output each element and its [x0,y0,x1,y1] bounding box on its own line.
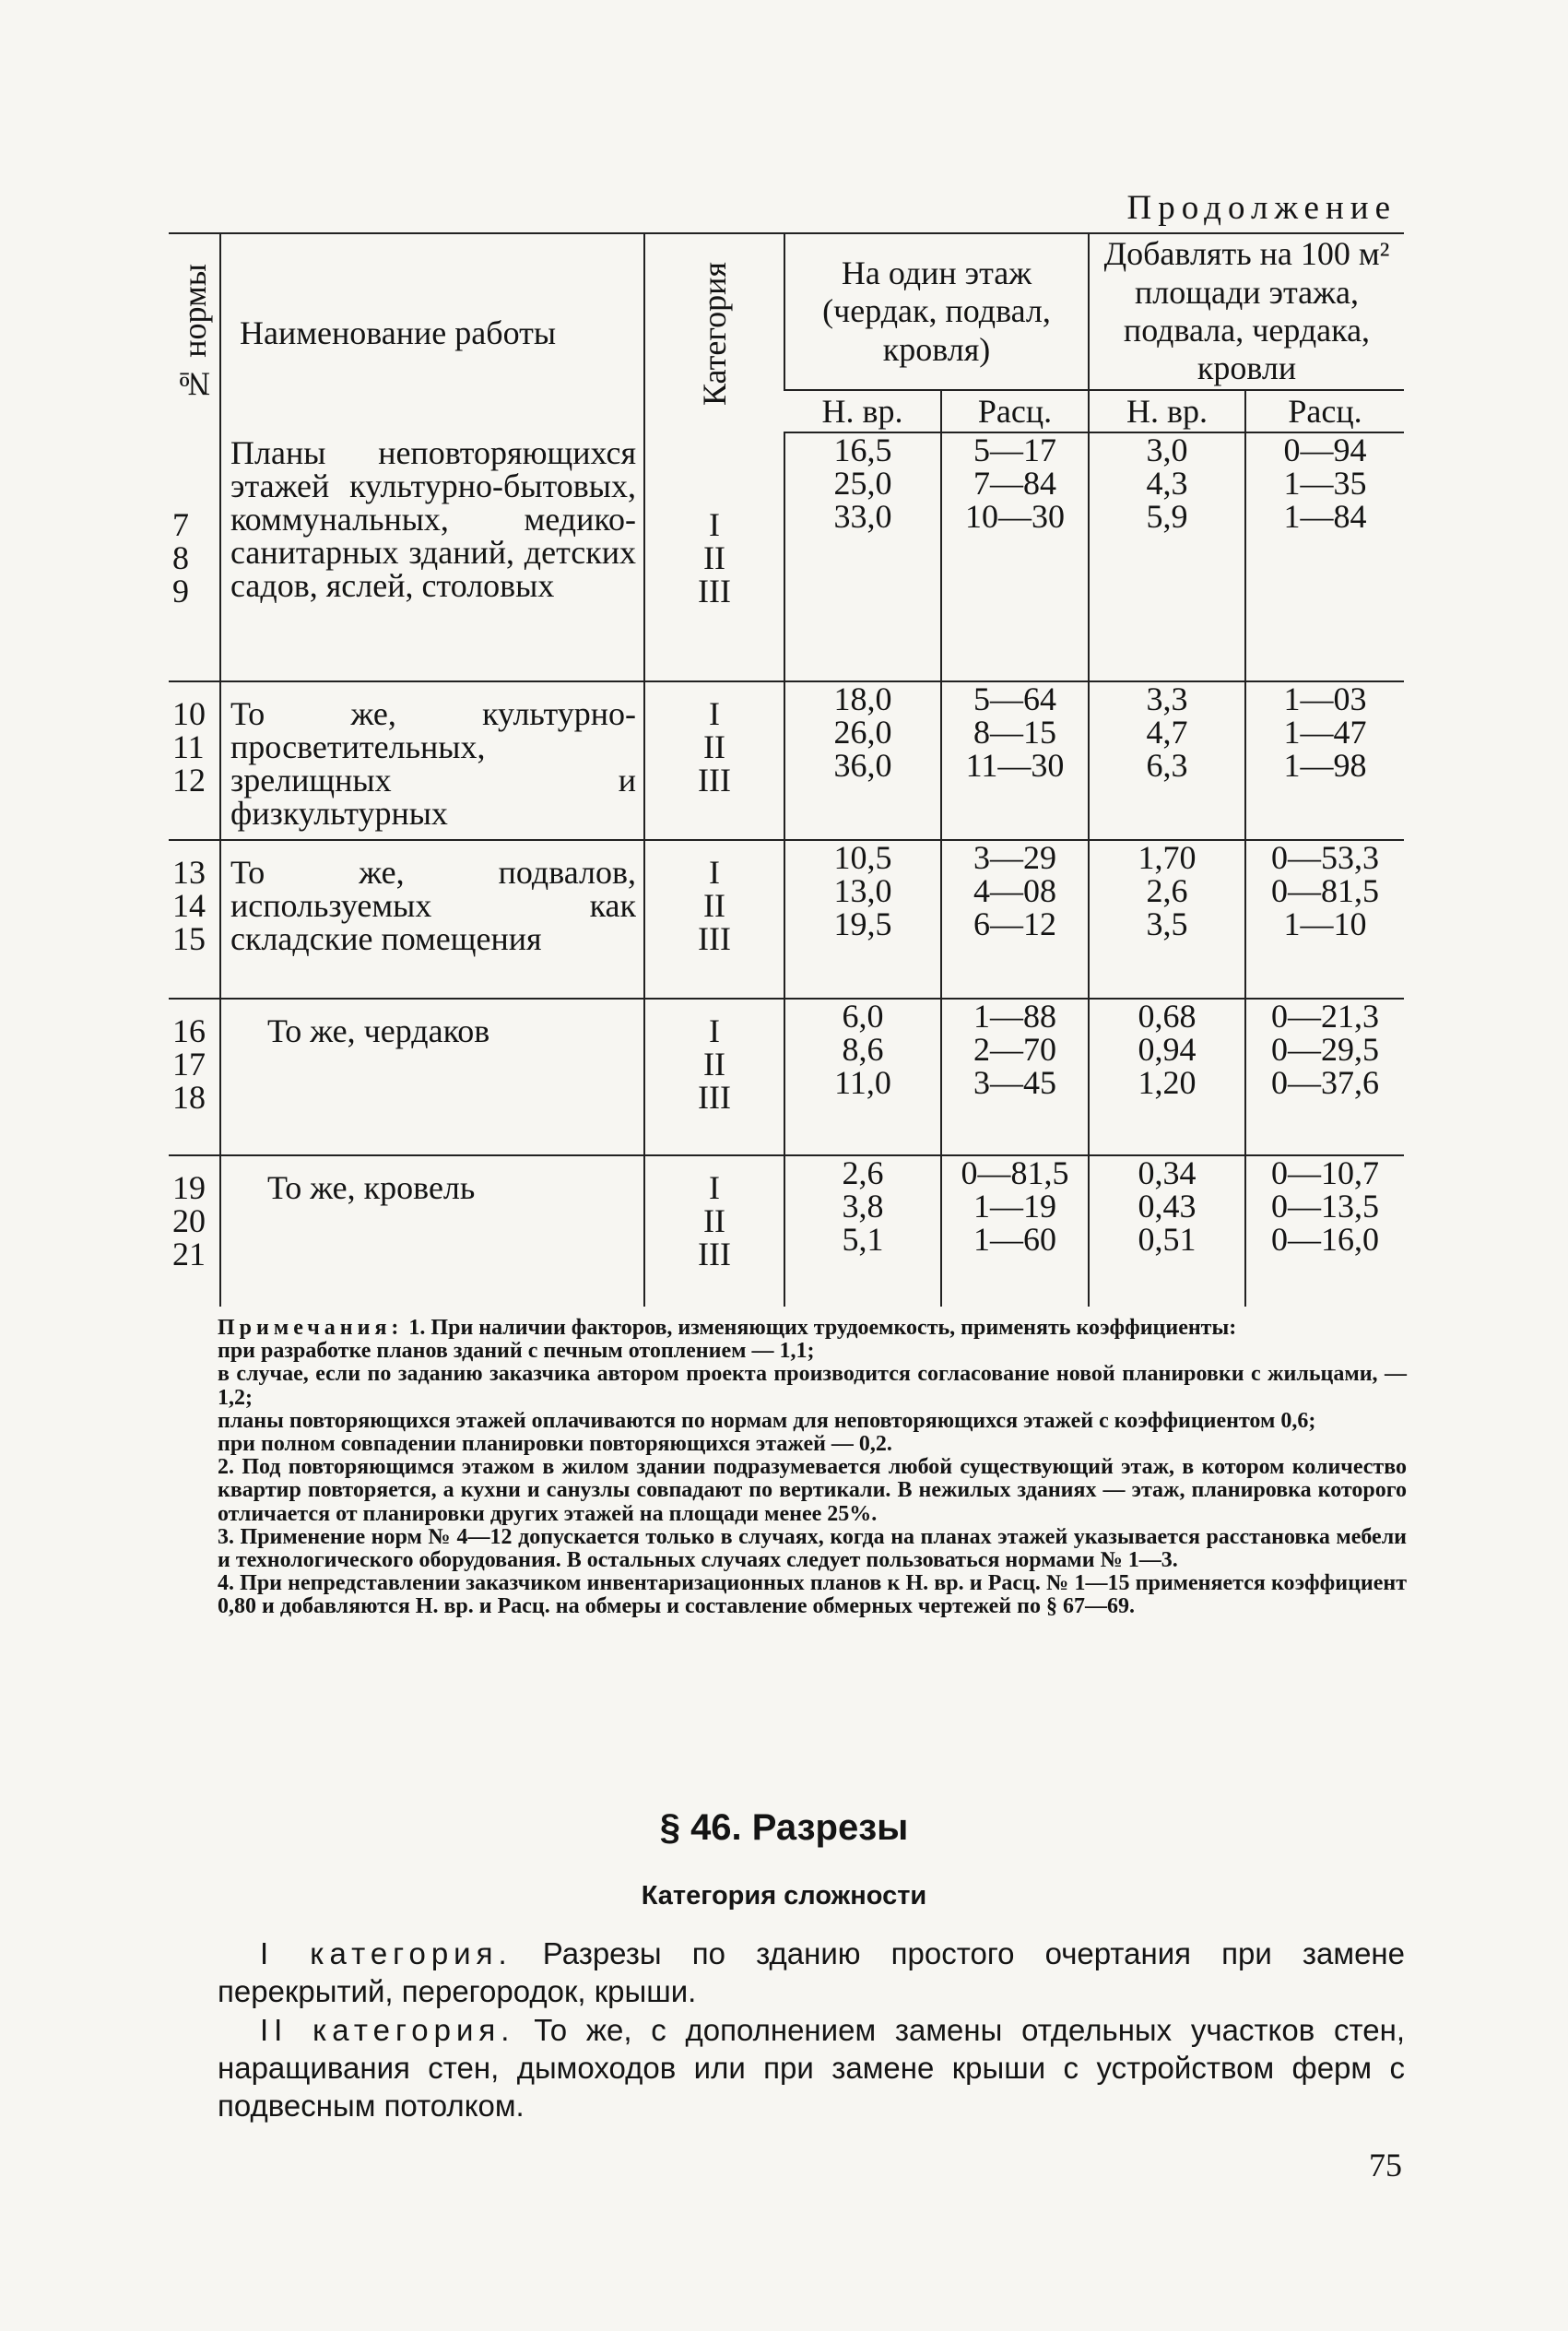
norm-numbers: 10 11 12 [169,681,220,840]
add-time: 0,34 0,43 0,51 [1089,1155,1245,1307]
work-name: То же, чердаков [220,999,644,1155]
note-1b: в случае, если по заданию заказчика автором проекта производится согласование новой планировки с жильцами, — 1,2; [218,1362,1407,1410]
notes-label: Примечания: [218,1316,404,1340]
header-category: Категория [644,233,784,432]
header-num: № нормы [169,233,220,432]
header-name: Наименование работы [220,233,644,432]
add-time: 1,70 2,6 3,5 [1089,840,1245,999]
floor-rate: 5—17 7—84 10—30 [941,432,1089,681]
add-rate: 0—94 1—35 1—84 [1245,432,1404,681]
add-time: 0,68 0,94 1,20 [1089,999,1245,1155]
categories: I II III [644,999,784,1155]
categories: I II III [644,681,784,840]
add-time: 3,3 4,7 6,3 [1089,681,1245,840]
floor-time: 10,5 13,0 19,5 [784,840,941,999]
floor-rate: 1—88 2—70 3—45 [941,999,1089,1155]
header-per-floor: На один этаж (чердак, подвал, кровля) [784,233,1089,390]
floor-time: 16,5 25,0 33,0 [784,432,941,681]
norm-numbers: 16 17 18 [169,999,220,1155]
floor-rate: 0—81,5 1—19 1—60 [941,1155,1089,1307]
categories: I II III [644,432,784,681]
norm-numbers: 19 20 21 [169,1155,220,1307]
continuation-label: Продолжение [1126,189,1397,227]
add-rate: 0—21,3 0—29,5 0—37,6 [1245,999,1404,1155]
floor-rate: 3—29 4—08 6—12 [941,840,1089,999]
note-3: 3. Применение норм № 4—12 допускается только в случаях, когда на планах этажей указывается расстановка мебели и технологического оборудования. В остальных случаях следует пользоваться нормами № 1—3. [218,1524,1407,1572]
table-row [169,681,1404,840]
table-row [169,432,1404,681]
section-title: § 46. Разрезы [659,1807,909,1848]
floor-rate: 5—64 8—15 11—30 [941,681,1089,840]
norm-numbers: 7 8 9 [172,506,189,609]
floor-time: 18,0 26,0 36,0 [784,681,941,840]
floor-time: 6,0 8,6 11,0 [784,999,941,1155]
table-row [169,999,1404,1155]
categories: I II III [644,840,784,999]
section-subtitle: Категория сложности [641,1881,927,1911]
header-n-vr: Н. вр. [784,390,941,432]
note-1: Примечания: 1. При наличии факторов, изменяющих трудоемкость, применять коэффициенты: [218,1316,1237,1340]
category-1-paragraph: I категория. Разрезы по зданию простого очертания при замене перекрытий, перегородок, крыши. [218,1936,1406,2009]
header-n-vr: Н. вр. [1089,390,1245,432]
category-2-paragraph: II категория. То же, с дополнением замены отдельных участков стен, наращивания стен, дымоходов или при замене крыши с устройством ферм с подвесным потолком. [218,2012,1405,2123]
section-body [218,1935,1405,2124]
header-rasc: Расц. [1245,390,1404,432]
work-name: То же, культурно-просветительных, зрелищных и физкультурных [220,681,644,840]
norms-table [169,232,1404,1307]
table-row [169,840,1404,999]
add-rate: 1—03 1—47 1—98 [1245,681,1404,840]
page-number: 75 [1369,2147,1402,2183]
table-row [169,1155,1404,1307]
note-2: 2. Под повторяющимся этажом в жилом здании подразумевается любой существующий этаж, в котором количество квартир повторяется, а кухни и санузлы совпадают по вертикали. В нежилых зданиях — этаж, планировка которого отличается от планировки других этажей на площади менее 25%. [218,1455,1407,1526]
work-name: То же, кровель [220,1155,644,1307]
header-add-per-100: Добавлять на 100 м² площади этажа, подвала, чердака, кровли [1089,233,1404,390]
work-name: То же, подвалов, используемых как складские помещения [220,840,644,999]
floor-time: 2,6 3,8 5,1 [784,1155,941,1307]
norm-numbers: 13 14 15 [169,840,220,999]
note-4: 4. При непредставлении заказчиком инвентаризационных планов к Н. вр. и Расц. № 1—15 применяется коэффициент 0,80 и добавляются Н. вр. и Расц. на обмеры и составление обмерных чертежей по § 67—69. [218,1571,1407,1619]
note-1c: планы повторяющихся этажей оплачиваются по нормам для неповторяющихся этажей с коэффициентом 0,6; [218,1408,1316,1433]
notes-block [218,1317,1407,1618]
note-1d: при полном совпадении планировки повторяющихся этажей — 0,2. [218,1431,892,1456]
header-rasc: Расц. [941,390,1089,432]
work-name: Планы неповторяющихся этажей культурно-бытовых, коммунальных, медико-санитарных зданий, детских садов, яслей, столовых [220,432,644,681]
add-rate: 0—53,3 0—81,5 1—10 [1245,840,1404,999]
categories: I II III [644,1155,784,1307]
add-rate: 0—10,7 0—13,5 0—16,0 [1245,1155,1404,1307]
add-time: 3,0 4,3 5,9 [1089,432,1245,681]
note-1a: при разработке планов зданий с печным отоплением — 1,1; [218,1339,815,1364]
